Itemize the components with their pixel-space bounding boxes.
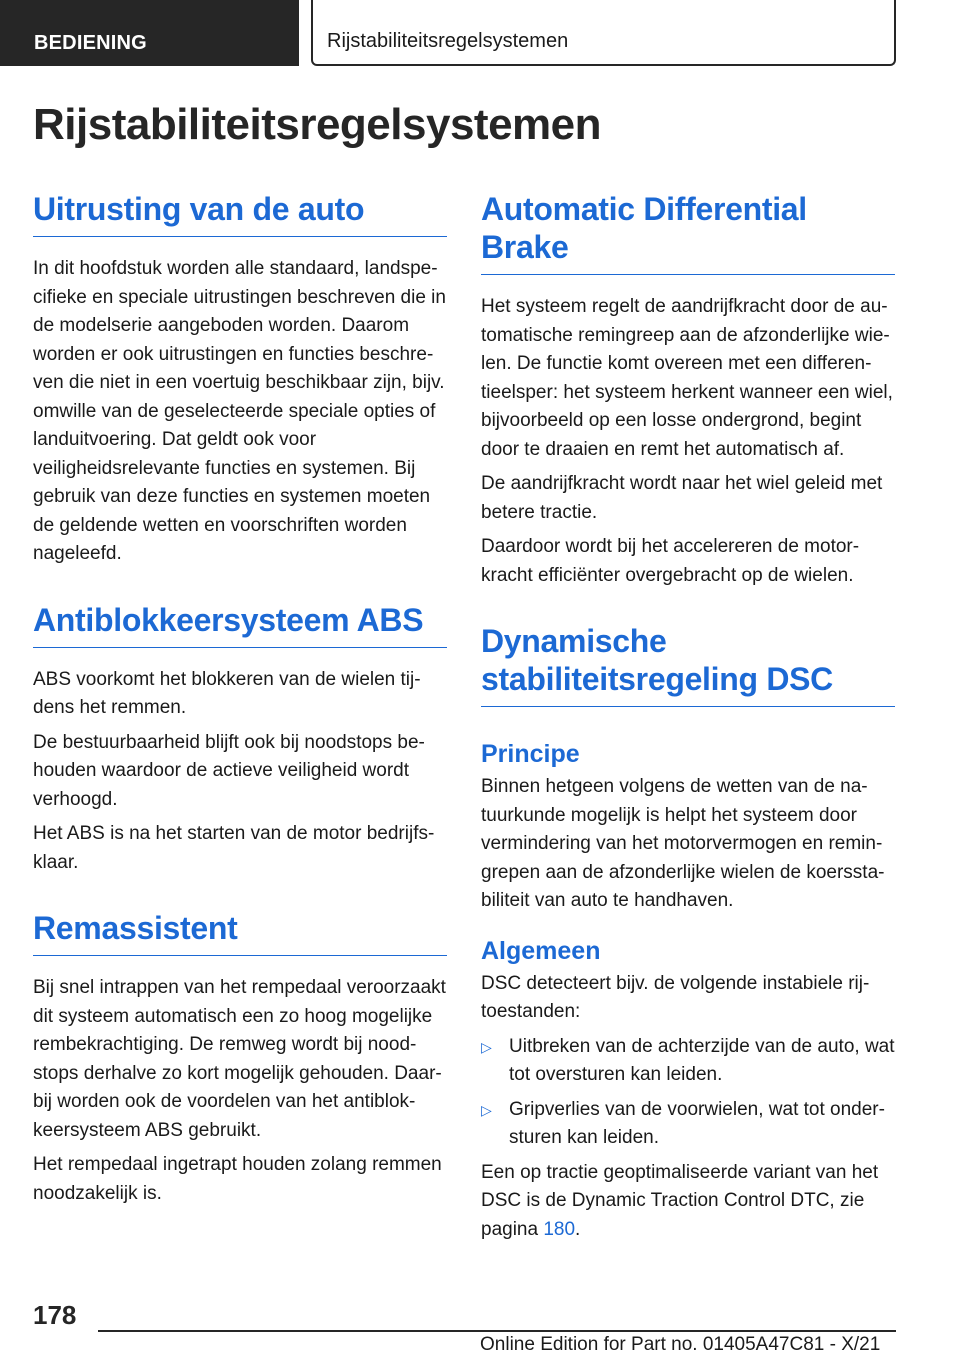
footer-edition: Online Edition for Part no. 01405A47C81 - X/21 (480, 1334, 881, 1355)
page-number: 178 (33, 1300, 77, 1330)
page-title: Rijstabiliteitsregelsystemen (33, 100, 602, 149)
header-topic-label: Rijstabiliteitsregelsystemen (311, 0, 896, 66)
abs-paragraph-1: ABS voorkomt het blokkeren van de wielen tijdens het remmen. (33, 668, 421, 718)
principe-paragraph: Binnen hetgeen volgens de wetten van de natuurkunde mogelijk is helpt het systeem door vermindering van het motorvermogen en remingrepen aan de afzonderlijke wielen de koersstabiliteit van auto te handhaven. (481, 776, 885, 911)
uitrusting-paragraph: In dit hoofdstuk worden alle standaard, landspecifieke en speciale uitrustingen beschreven die in de modelserie aangeboden worden. Daarom worden er ook uitrustingen en functies beschreven die niet in een voertuig beschikbaar zijn, bijv. omwille van de geselecteerde speciale opties of landuitvoering. Dat geldt ook voor veiligheidsrelevante functies en systemen. Bij gebruik van deze functies en systemen moeten de geldende wetten en voorschriften worden nageleefd. (33, 258, 446, 564)
heading-dsc: Dynamische stabiliteitsregeling DSC (481, 622, 895, 707)
abs-paragraph-2: De bestuurbaarheid blijft ook bij noodstops behouden waardoor de actieve veiligheid wordt verhoogd. (33, 731, 425, 810)
adb-paragraph-1: Het systeem regelt de aandrijfkracht door de automatische remingreep aan de afzonderlijke wielen. De functie komt overeen met een differentieelsper: het systeem herkent wanneer een wiel, bijvoorbeeld op een losse ondergrond, begint door te draaien en remt het automatisch af. (481, 296, 893, 460)
right-column (481, 190, 895, 1250)
heading-adb: Automatic Differential Brake (481, 190, 895, 275)
algemeen-paragraph-1: DSC detecteert bijv. de volgende instabiele rijtoestanden: (481, 972, 870, 1022)
page-reference-link[interactable]: 180 (543, 1218, 576, 1240)
heading-algemeen: Algemeen (481, 936, 601, 965)
list-item (481, 1033, 895, 1090)
footer-divider (98, 1330, 896, 1332)
heading-remassistent: Remassistent (33, 909, 447, 956)
list-item (481, 1096, 895, 1153)
remassistent-paragraph-1: Bij snel intrappen van het rempedaal veroorzaakt dit systeem automatisch een zo hoog mogelijke rembekrachtiging. De remweg wordt bij noodstops derhalve zo kort mogelijk gehouden. Daarbij worden ook de voordelen van het antiblokkeersysteem ABS gebruikt. (33, 977, 446, 1141)
list-item-text: Gripverlies van de voorwielen, wat tot ondersturen kan leiden. (509, 1098, 885, 1148)
adb-paragraph-2: De aandrijfkracht wordt naar het wiel geleid met betere tractie. (481, 473, 883, 523)
header-section-label: BEDIENING (0, 0, 299, 66)
adb-paragraph-3: Daardoor wordt bij het accelereren de motorkracht efficiënter overgebracht op de wielen. (481, 536, 860, 586)
left-column (33, 190, 447, 1214)
condition-list (481, 1033, 895, 1153)
heading-principe: Principe (481, 740, 580, 768)
remassistent-paragraph-2: Het rempedaal ingetrapt houden zolang remmen noodzakelijk is. (33, 1154, 442, 1204)
triangle-bullet-icon: ▷ (481, 1101, 492, 1118)
algemeen-paragraph-2-text: Een op tractie geoptimaliseerde variant van het DSC is de Dynamic Traction Control DTC, zie pagina (481, 1161, 879, 1240)
page-header (0, 0, 960, 66)
list-item-text: Uitbreken van de achterzijde van de auto, wat tot oversturen kan leiden. (509, 1035, 895, 1085)
algemeen-paragraph-2 (481, 1159, 895, 1245)
triangle-bullet-icon: ▷ (481, 1038, 492, 1055)
heading-uitrusting: Uitrusting van de auto (33, 190, 447, 237)
heading-abs: Antiblokkeersysteem ABS (33, 601, 447, 648)
algemeen-paragraph-2-end: . (575, 1218, 581, 1240)
abs-paragraph-3: Het ABS is na het starten van de motor bedrijfsklaar. (33, 823, 435, 873)
